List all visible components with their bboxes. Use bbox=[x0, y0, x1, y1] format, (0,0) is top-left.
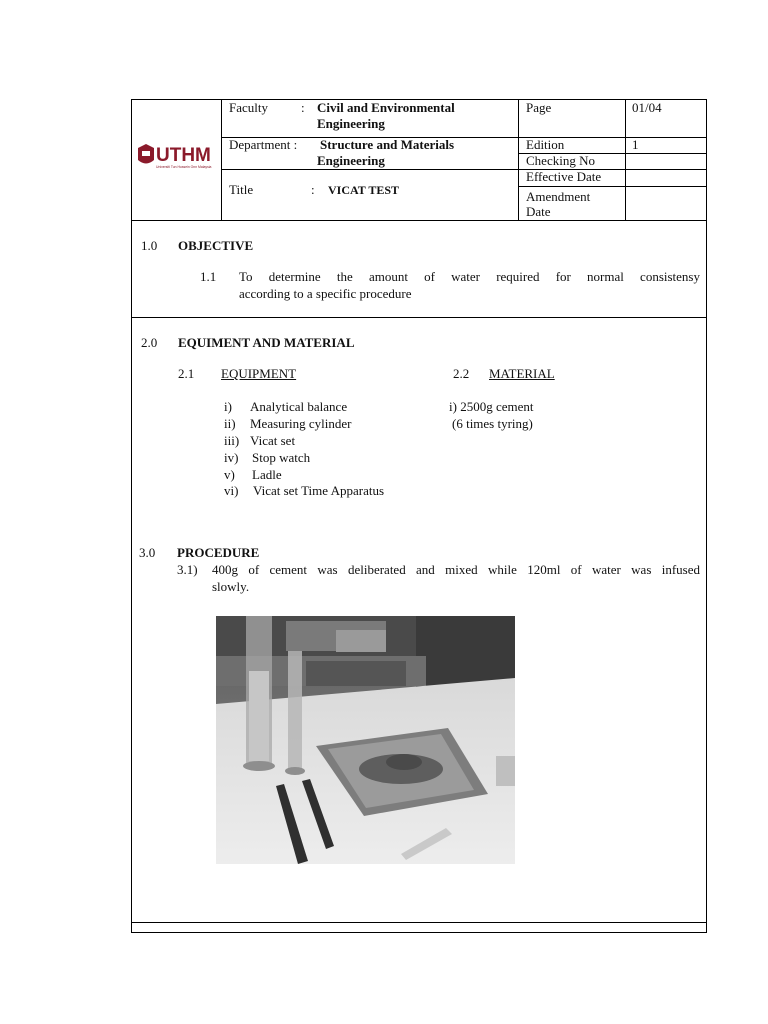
equipment-roman: iii) bbox=[224, 433, 240, 448]
checking-no-label: Checking No bbox=[526, 153, 595, 168]
edition-label: Edition bbox=[526, 137, 565, 152]
department-value-1: Structure and Materials bbox=[320, 137, 455, 152]
department-value-2: Engineering bbox=[317, 153, 385, 168]
uthm-logo bbox=[132, 140, 220, 174]
procedure-number: 3.0 bbox=[139, 545, 156, 560]
equipment-roman: i) bbox=[224, 399, 232, 414]
equipment-roman: v) bbox=[224, 467, 235, 482]
procedure-step-line-2: slowly. bbox=[212, 579, 250, 594]
procedure-step-number: 3.1) bbox=[177, 562, 198, 577]
title-label: Title bbox=[229, 182, 254, 197]
equipment-item: Vicat set bbox=[250, 433, 296, 448]
objective-rule bbox=[132, 317, 706, 318]
cement-mixing-photo bbox=[216, 616, 515, 864]
equipment-roman: ii) bbox=[224, 416, 236, 431]
faculty-value-2: Engineering bbox=[317, 116, 385, 131]
faculty-colon: : bbox=[301, 100, 305, 115]
amendment-date-label-1: Amendment bbox=[526, 189, 591, 204]
department-label: Department : bbox=[229, 137, 298, 152]
objective-heading: OBJECTIVE bbox=[178, 238, 254, 253]
equipment-roman: iv) bbox=[224, 450, 239, 465]
effective-date-label: Effective Date bbox=[526, 169, 602, 184]
equipment-item: Vicat set Time Apparatus bbox=[253, 483, 385, 498]
header-bottom-rule bbox=[132, 220, 706, 221]
logo-wordmark: UTHM bbox=[156, 145, 211, 166]
equipment-number: 2.0 bbox=[141, 335, 158, 350]
bottom-rule bbox=[132, 922, 706, 923]
logo-tagline: Universiti Tun Hussein Onn Malaysia bbox=[156, 165, 212, 169]
procedure-heading: PROCEDURE bbox=[177, 545, 260, 560]
info-divider bbox=[518, 100, 519, 220]
material-item: i) 2500g cement bbox=[449, 399, 534, 414]
material-sub-number: 2.2 bbox=[453, 366, 470, 381]
amendment-date-label-2: Date bbox=[526, 204, 551, 219]
faculty-label: Faculty bbox=[229, 100, 268, 115]
equipment-item: Stop watch bbox=[252, 450, 311, 465]
header-rule-3 bbox=[221, 169, 706, 170]
objective-item-line-2: according to a specific procedure bbox=[239, 286, 412, 301]
header-rule-4 bbox=[518, 186, 706, 187]
faculty-value-1: Civil and Environmental bbox=[317, 100, 455, 115]
equipment-roman: vi) bbox=[224, 483, 239, 498]
title-value: VICAT TEST bbox=[328, 183, 400, 197]
edition-value: 1 bbox=[632, 137, 639, 152]
document-frame bbox=[131, 99, 707, 933]
material-item: (6 times tyring) bbox=[452, 416, 533, 431]
objective-item-number: 1.1 bbox=[200, 269, 217, 284]
procedure-step-line-1: 400g of cement was deliberated and mixed while 120ml of water was infused bbox=[212, 562, 700, 577]
page-value: 01/04 bbox=[632, 100, 662, 115]
objective-number: 1.0 bbox=[141, 238, 158, 253]
equipment-item: Measuring cylinder bbox=[250, 416, 352, 431]
value-divider bbox=[625, 100, 626, 220]
equipment-sub-heading: EQUIPMENT bbox=[221, 366, 297, 381]
equipment-sub-number: 2.1 bbox=[178, 366, 195, 381]
equipment-heading: EQUIMENT AND MATERIAL bbox=[178, 335, 355, 350]
title-colon: : bbox=[311, 182, 315, 197]
logo-divider bbox=[221, 100, 222, 220]
material-sub-heading: MATERIAL bbox=[489, 366, 555, 381]
objective-item-line-1: To determine the amount of water required for normal consistensy bbox=[239, 269, 700, 284]
equipment-item: Ladle bbox=[252, 467, 282, 482]
equipment-item: Analytical balance bbox=[250, 399, 348, 414]
page-label: Page bbox=[526, 100, 552, 115]
